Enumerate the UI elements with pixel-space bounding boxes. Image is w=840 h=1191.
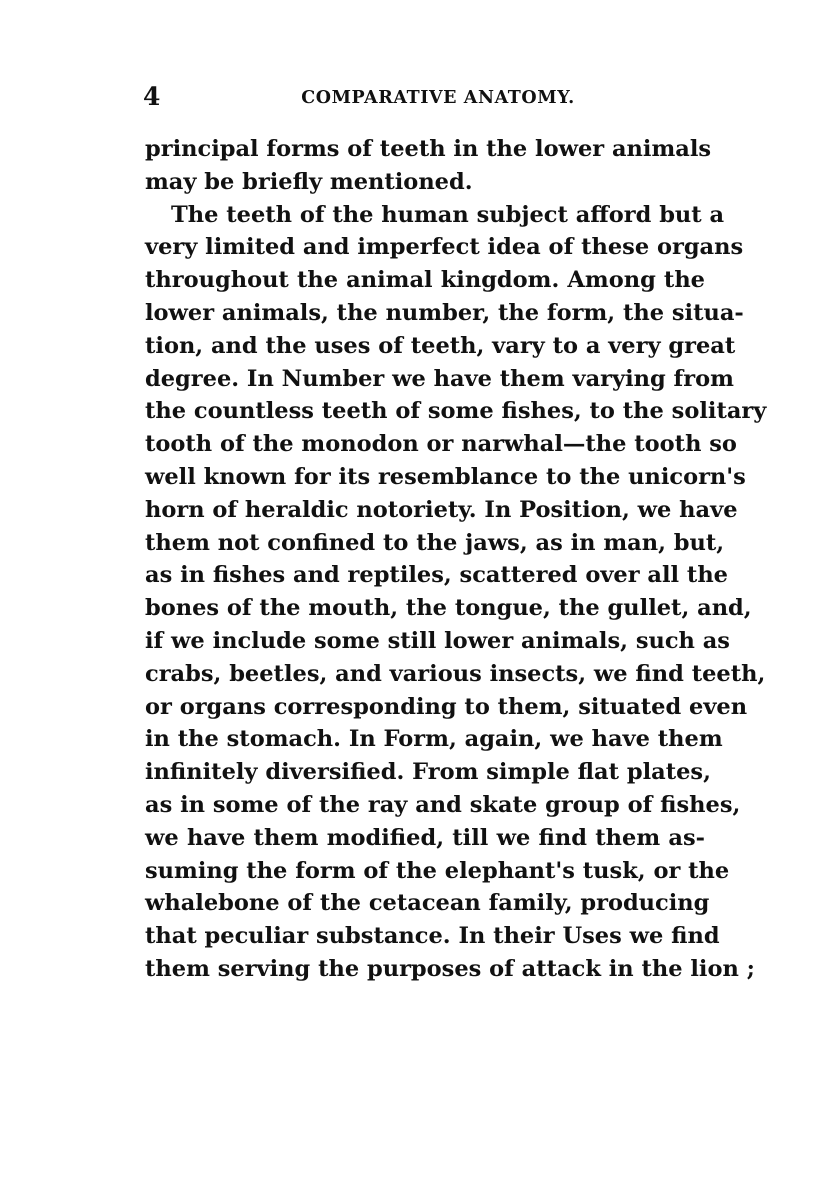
text-line: The teeth of the human subject afford but a (171, 201, 725, 228)
text-line: tooth of the monodon or narwhal—the tooth so (145, 431, 737, 458)
text-line: principal forms of teeth in the lower animals (145, 136, 712, 162)
text-line: if we include some still lower animals, such as (145, 627, 730, 654)
text-line: very limited and imperfect idea of these organs (145, 234, 744, 261)
text-line: or organs corresponding to them, situated even (145, 693, 748, 720)
text-line: the countless teeth of some fishes, to the solitary (145, 398, 767, 425)
running-head (143, 82, 703, 112)
text-line: crabs, beetles, and various insects, we find teeth, (145, 660, 766, 687)
text-line: as in fishes and reptiles, scattered over all the (145, 562, 729, 589)
text-line: lower animals, the number, the form, the situa- (145, 299, 744, 326)
text-line: whalebone of the cetacean family, producing (145, 890, 710, 917)
text-line: bones of the mouth, the tongue, the gullet, and, (145, 595, 752, 622)
text-line: them serving the purposes of attack in the lion ; (145, 955, 755, 982)
running-title: COMPARATIVE ANATOMY. (301, 88, 575, 108)
text-line: in the stomach. In Form, again, we have them (145, 726, 723, 753)
page-number: 4 (143, 82, 161, 111)
text-line: them not confined to the jaws, as in man, but, (145, 529, 725, 556)
text-line: suming the form of the elephant's tusk, or the (145, 857, 730, 884)
text-line: degree. In Number we have them varying from (145, 365, 734, 392)
text-line: as in some of the ray and skate group of fishes, (145, 791, 741, 818)
text-line: may be briefly mentioned. (145, 168, 473, 195)
text-line: infinitely diversified. From simple flat plates, (145, 759, 711, 786)
text-line: that peculiar substance. In their Uses we find (145, 923, 720, 950)
body-text (145, 133, 767, 986)
text-line: well known for its resemblance to the unicorn's (145, 463, 746, 490)
text-line: we have them modified, till we find them as- (145, 824, 705, 851)
text-line: tion, and the uses of teeth, vary to a very great (145, 332, 736, 359)
text-line: throughout the animal kingdom. Among the (145, 267, 705, 294)
text-line: horn of heraldic notoriety. In Position, we have (145, 496, 738, 523)
